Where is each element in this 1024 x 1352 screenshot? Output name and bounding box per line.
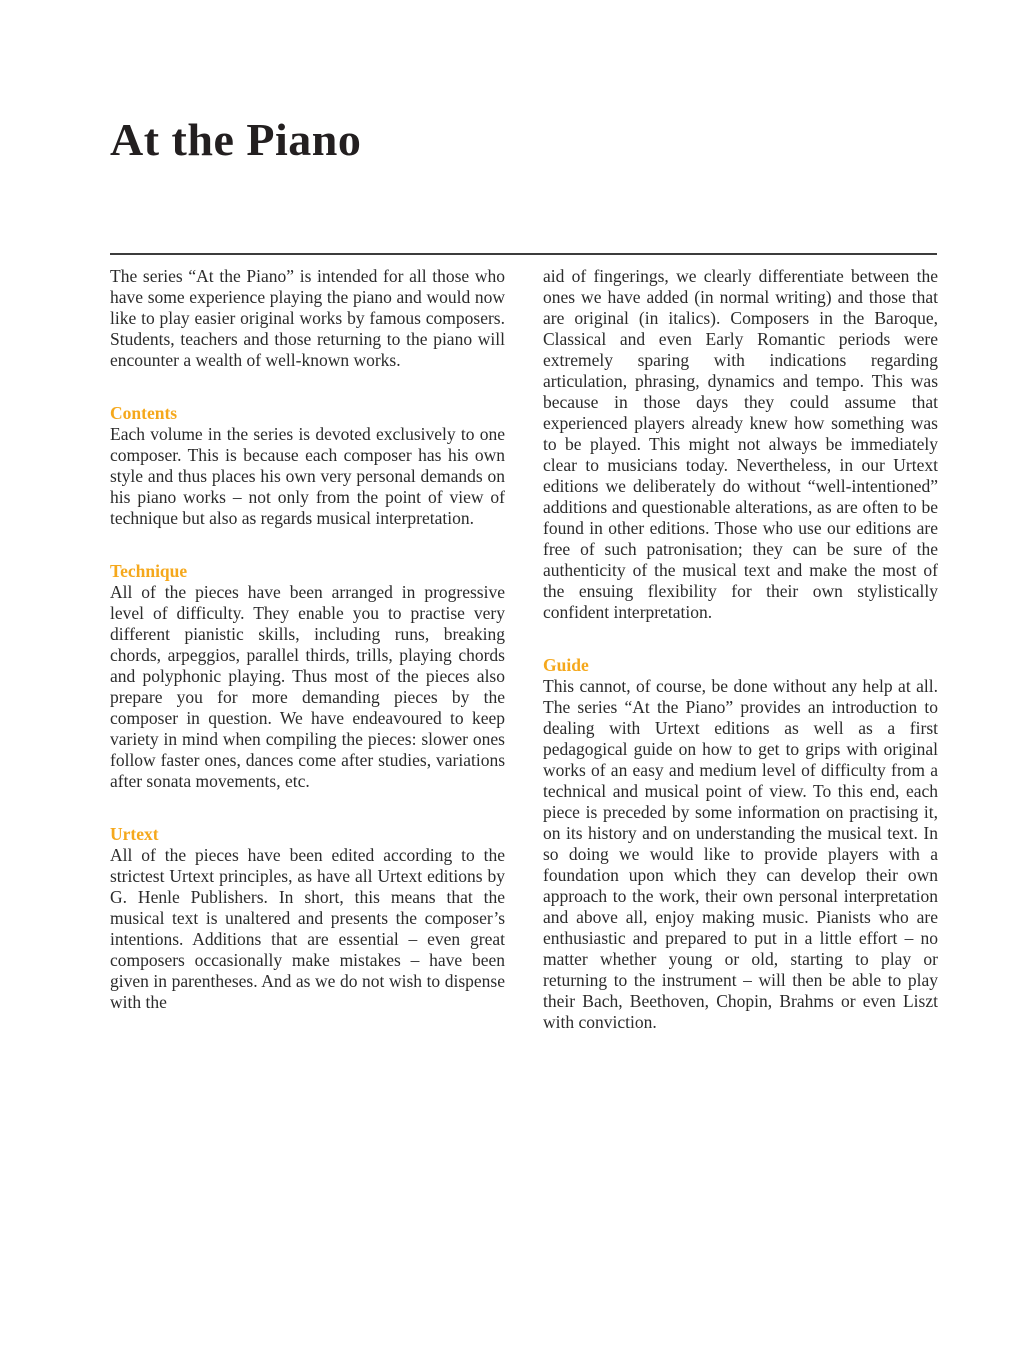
section-heading-technique: Technique <box>110 561 188 581</box>
section-body-urtext: All of the pieces have been edited according to the strictest Urtext principles, as have all Urtext editions by G. Henle Publishers. In short, this means that the musical text is unaltered and presents the composer’s intentions. Additions that are essential – even great composers occasionally make mistakes – have been given in parentheses. And as we do not wish to dispense with the <box>110 845 505 1012</box>
left-column <box>110 266 505 1033</box>
section-heading-contents: Contents <box>110 403 178 423</box>
section-body-technique: All of the pieces have been arranged in progressive level of difficulty. They enable you to practise very different pianistic skills, including runs, breaking chords, arpeggios, parallel thirds, trills, playing chords and polyphonic playing. Thus most of the pieces also prepare you for more demanding pieces by the composer in question. We have endeavoured to keep variety in mind when compiling the pieces: slower ones follow faster ones, dances come after studies, variations after sonata movements, etc. <box>110 582 505 791</box>
page-title: At the Piano <box>110 114 362 165</box>
title-divider <box>110 253 937 255</box>
intro-paragraph: The series “At the Piano” is intended for all those who have some experience playing the piano and would now like to play easier original works by famous composers. Students, teachers and those returning to the piano will encounter a wealth of well-known works. <box>110 266 505 370</box>
urtext-continuation-paragraph: aid of fingerings, we clearly differentiate between the ones we have added (in normal writing) and those that are original (in italics). Composers in the Baroque, Classical and even Early Romantic periods were extremely sparing with indications regarding articulation, phrasing, dynamics and tempo. This was because in those days they could assume that experienced players already knew how something was to be played. This might not always be immediately clear to musicians today. Nevertheless, in our Urtext editions we deliberately do without “well-intentioned” additions and questionable alterations, as are often to be found in other editions. Those who use our editions are free of such patronisation; they can be sure of the authenticity of the musical text and make the most of the ensuing flexibility for their own stylistically confident interpretation. <box>543 266 938 622</box>
text-columns <box>110 266 937 1033</box>
right-column <box>543 266 938 1033</box>
section-heading-urtext: Urtext <box>110 824 159 844</box>
section-body-guide: This cannot, of course, be done without any help at all. The series “At the Piano” provides an introduction to dealing with Urtext editions as well as a first pedagogical guide on how to get to grips with original works of an easy and medium level of difficulty from a technical and musical point of view. To this end, each piece is preceded by some information on practising it, on its history and on understanding the musical text. In so doing we would like to provide players with a foundation upon which they can develop their own approach to the work, their own personal interpretation and above all, enjoy making music. Pianists who are enthusiastic and prepared to put in a little effort – no matter whether young or old, starting to play or returning to the instrument – will then be able to play their Bach, Beethoven, Chopin, Brahms or even Liszt with conviction. <box>543 676 938 1032</box>
section-body-contents: Each volume in the series is devoted exclusively to one composer. This is because each composer has his own style and thus places his own very personal demands on his piano works – not only from the point of view of technique but also as regards musical interpretation. <box>110 424 505 528</box>
section-heading-guide: Guide <box>543 655 589 675</box>
